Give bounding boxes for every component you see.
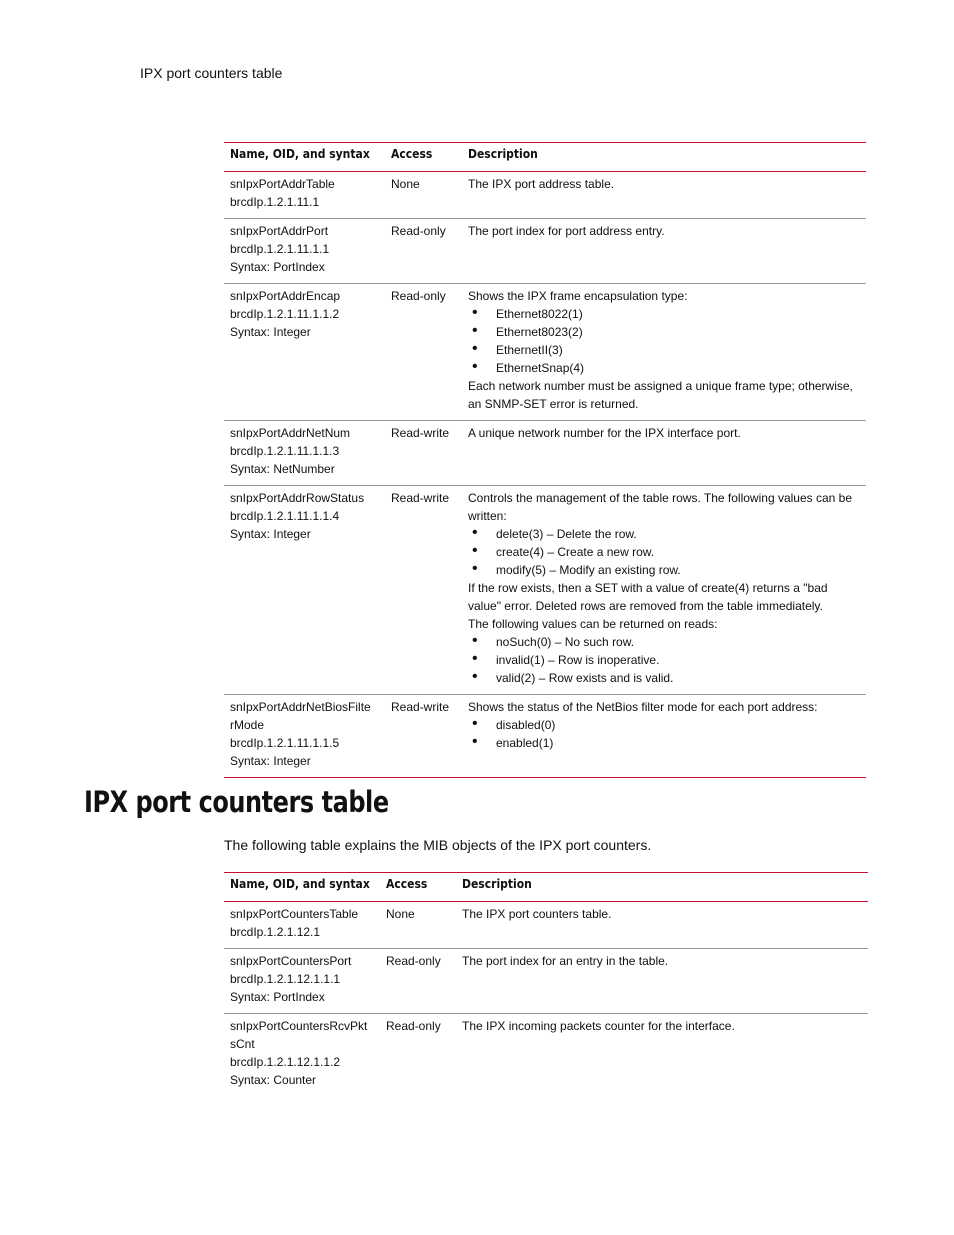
cell-access: Read-only	[380, 949, 456, 1014]
table-row	[224, 695, 866, 778]
description-text: If the row exists, then a SET with a value of create(4) returns a "bad value" error. Deleted rows are removed from the table immediately.	[468, 581, 828, 613]
cell-description	[462, 421, 866, 486]
cell-access: Read-write	[385, 695, 462, 778]
object-name: snIpxPortCountersPort	[230, 954, 352, 968]
cell-name	[224, 695, 385, 778]
cell-access: Read-write	[385, 486, 462, 695]
list-item: • create(4) – Create a new row.	[468, 543, 860, 561]
column-header-description: Description	[456, 873, 868, 902]
cell-name	[224, 172, 385, 219]
object-syntax: Syntax: PortIndex	[230, 990, 325, 1004]
list-item: • valid(2) – Row exists and is valid.	[468, 669, 860, 687]
object-syntax: Syntax: PortIndex	[230, 260, 325, 274]
list-item: • EthernetSnap(4)	[468, 359, 860, 377]
object-name-cont: rMode	[230, 718, 265, 732]
bullet-list	[468, 633, 860, 687]
cell-access: Read-only	[386, 1019, 441, 1033]
list-item: • Ethernet8023(2)	[468, 323, 860, 341]
object-oid: brcdIp.1.2.1.11.1.1	[230, 242, 330, 256]
cell-name	[224, 284, 385, 421]
cell-name	[224, 902, 380, 949]
object-oid: brcdIp.1.2.1.11.1.1.5	[230, 736, 340, 750]
table-row	[224, 172, 866, 219]
cell-access: None	[380, 902, 456, 949]
object-name: snIpxPortAddrRowStatus	[230, 491, 365, 505]
list-item: • enabled(1)	[468, 734, 860, 752]
object-syntax: Syntax: NetNumber	[230, 462, 335, 476]
list-item: • disabled(0)	[468, 716, 860, 734]
list-item: • noSuch(0) – No such row.	[468, 633, 860, 651]
cell-name	[224, 421, 385, 486]
object-syntax: Syntax: Integer	[230, 325, 311, 339]
object-name: snIpxPortCountersRcvPkt	[230, 1019, 368, 1033]
cell-description	[456, 1014, 868, 1097]
object-oid: brcdIp.1.2.1.11.1	[230, 195, 320, 209]
cell-name	[224, 1014, 380, 1097]
section-title: IPX port counters table	[84, 785, 389, 819]
table-row	[224, 284, 866, 421]
object-name: snIpxPortAddrTable	[230, 177, 335, 191]
object-oid: brcdIp.1.2.1.12.1.1.2	[230, 1055, 341, 1069]
cell-description	[462, 284, 866, 421]
description-text: Shows the status of the NetBios filter mode for each port address:	[468, 700, 818, 714]
cell-description	[462, 219, 866, 284]
column-header-name: Name, OID, and syntax	[224, 873, 380, 902]
description-text: The IPX incoming packets counter for the interface.	[462, 1019, 735, 1033]
object-name: snIpxPortCountersTable	[230, 907, 359, 921]
cell-description	[462, 486, 866, 695]
cell-access: Read-only	[385, 219, 462, 284]
cell-access: Read-only	[385, 284, 462, 421]
mib-table-port-address	[224, 142, 866, 778]
list-item: • Ethernet8022(1)	[468, 305, 860, 323]
description-text: The IPX port address table.	[468, 177, 615, 191]
object-oid: brcdIp.1.2.1.11.1.1.3	[230, 444, 340, 458]
description-text: Each network number must be assigned a unique frame type; otherwise, an SNMP-SET error is returned.	[468, 379, 853, 411]
cell-description	[462, 695, 866, 778]
bullet-list	[468, 716, 860, 752]
table-row	[224, 902, 868, 949]
table-header-row	[224, 873, 868, 902]
table-row	[224, 949, 868, 1014]
object-oid: brcdIp.1.2.1.11.1.1.4	[230, 509, 340, 523]
table-row	[224, 421, 866, 486]
object-name: snIpxPortAddrEncap	[230, 289, 341, 303]
object-syntax: Syntax: Integer	[230, 754, 311, 768]
object-name-cont: sCnt	[230, 1037, 255, 1051]
object-oid: brcdIp.1.2.1.12.1.1.1	[230, 972, 341, 986]
mib-table-port-counters	[224, 872, 868, 1096]
object-name: snIpxPortAddrNetNum	[230, 426, 351, 440]
cell-description	[462, 172, 866, 219]
cell-access: Read-write	[385, 421, 462, 486]
description-text: Controls the management of the table rows. The following values can be written:	[468, 491, 852, 523]
description-text: The port index for port address entry.	[468, 224, 665, 238]
section-intro: The following table explains the MIB objects of the IPX port counters.	[224, 837, 652, 853]
list-item: • modify(5) – Modify an existing row.	[468, 561, 860, 579]
table-row	[224, 219, 866, 284]
cell-name	[224, 486, 385, 695]
object-syntax: Syntax: Integer	[230, 527, 311, 541]
bullet-list	[468, 525, 860, 579]
table-row	[224, 1014, 868, 1097]
object-oid: brcdIp.1.2.1.11.1.1.2	[230, 307, 340, 321]
column-header-access: Access	[385, 143, 462, 172]
cell-name	[224, 219, 385, 284]
description-text: The IPX port counters table.	[462, 907, 612, 921]
running-header: IPX port counters table	[140, 65, 283, 81]
object-name: snIpxPortAddrPort	[230, 224, 329, 238]
object-syntax: Syntax: Counter	[230, 1073, 317, 1087]
column-header-name: Name, OID, and syntax	[224, 143, 385, 172]
description-text: The following values can be returned on reads:	[468, 617, 718, 631]
object-name: snIpxPortAddrNetBiosFilte	[230, 700, 371, 714]
cell-access: None	[385, 172, 462, 219]
column-header-access: Access	[380, 873, 456, 902]
cell-name	[224, 949, 380, 1014]
list-item: • delete(3) – Delete the row.	[468, 525, 860, 543]
description-text: The port index for an entry in the table.	[462, 954, 669, 968]
list-item: • EthernetII(3)	[468, 341, 860, 359]
cell-description	[456, 902, 868, 949]
bullet-list	[468, 305, 860, 377]
cell-description	[456, 949, 868, 1014]
column-header-description: Description	[462, 143, 866, 172]
table-row	[224, 486, 866, 695]
object-oid: brcdIp.1.2.1.12.1	[230, 925, 321, 939]
table-header-row	[224, 143, 866, 172]
description-text: A unique network number for the IPX interface port.	[468, 426, 741, 440]
list-item: • invalid(1) – Row is inoperative.	[468, 651, 860, 669]
description-text: Shows the IPX frame encapsulation type:	[468, 289, 688, 303]
